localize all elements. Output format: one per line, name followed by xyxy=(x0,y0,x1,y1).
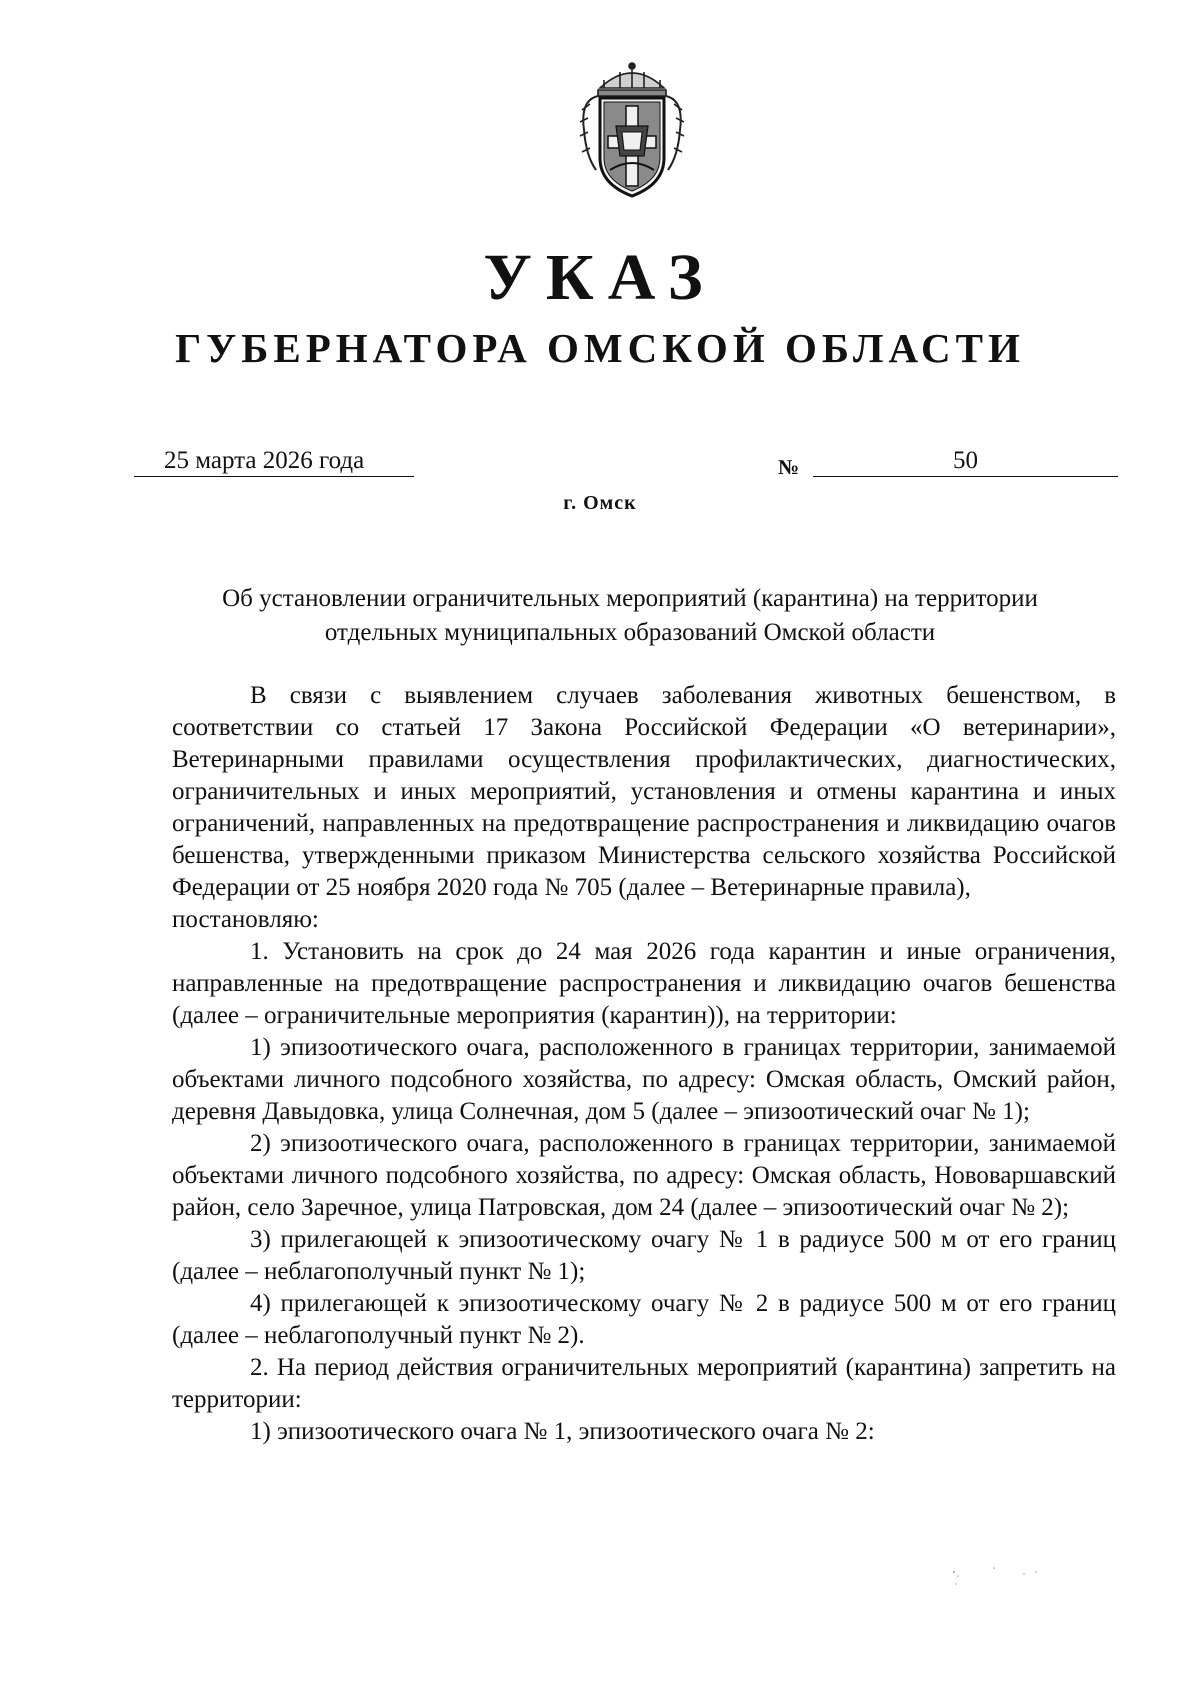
city-name: г. Омск xyxy=(563,492,637,514)
clause-2-item-1: 1) эпизоотического очага № 1, эпизоотического очага № 2: xyxy=(250,1418,875,1445)
scan-specks xyxy=(950,1560,1090,1590)
subject-line-2: отдельных муниципальных образований Омской области xyxy=(324,619,936,646)
clause-1-item-4: 4) прилегающей к эпизоотическому очагу № 2 в радиусе 500 м от его границ (далее – неблагополучный пункт № 2). xyxy=(172,1290,1116,1349)
number-label: № xyxy=(778,455,800,479)
clause-1: 1. Установить на срок до 24 мая 2026 года карантин и иные ограничения, направленные на предотвращение распространения и ликвидацию очагов бешенства (далее – ограничительные мероприятия (карантин)), на территории: xyxy=(172,938,1116,1029)
decree-resolution: постановляю: xyxy=(172,906,319,933)
preamble-paragraph: В связи с выявлением случаев заболевания животных бешенством, в соответствии со статьей 17 Закона Российской Федерации «О ветеринарии», Ветеринарными правилами осуществления профилактических, диагностических, ограничительных и иных мероприятий, установления и отмены карантина и иных ограничений, направленных на предотвращение распространения и ликвидацию очагов бешенства, утвержденными приказом Министерства сельского хозяйства Российской Федерации от 25 ноября 2020 года № 705 (далее – Ветеринарные правила), xyxy=(172,682,1116,901)
decree-body xyxy=(172,680,1116,1448)
decree-date: 25 марта 2026 года xyxy=(134,446,414,477)
clause-1-item-1: 1) эпизоотического очага, расположенного в границах территории, занимаемой объектами личного подсобного хозяйства, по адресу: Омская область, Омский район, деревня Давыдовка, улица Солнечная, дом 5 (далее – эпизоотический очаг № 1); xyxy=(172,1034,1116,1125)
clause-1-item-2: 2) эпизоотического очага, расположенного в границах территории, занимаемой объектами личного подсобного хозяйства, по адресу: Омская область, Нововаршавский район, село Заречное, улица Патровская, дом 24 (далее – эпизоотический очаг № 2); xyxy=(172,1130,1116,1221)
clause-1-item-3: 3) прилегающей к эпизоотическому очагу № 1 в радиусе 500 м от его границ (далее – неблагополучный пункт № 1); xyxy=(172,1226,1116,1285)
decree-number: 50 xyxy=(813,446,1118,477)
issuer-title: ГУБЕРНАТОРА ОМСКОЙ ОБЛАСТИ xyxy=(175,325,1025,371)
decree-title: УКАЗ xyxy=(483,241,717,314)
decree-subject xyxy=(150,582,1110,650)
clause-2: 2. На период действия ограничительных мероприятий (карантина) запретить на территории: xyxy=(172,1354,1116,1413)
subject-line-1: Об установлении ограничительных мероприятий (карантина) на территории xyxy=(222,585,1038,612)
coat-of-arms-icon xyxy=(570,60,694,200)
